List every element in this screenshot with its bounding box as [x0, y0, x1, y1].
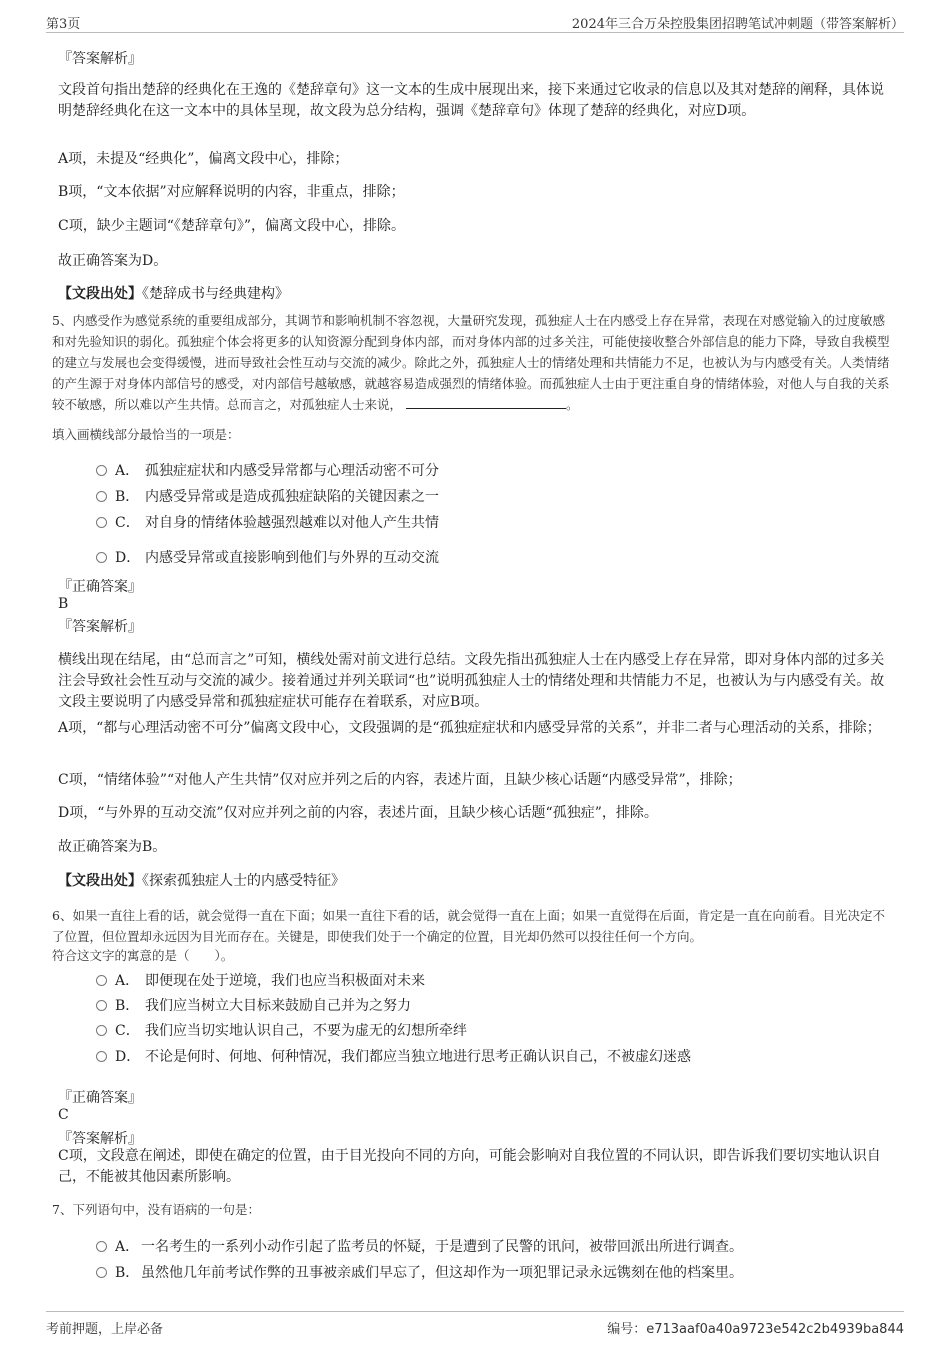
q4-analysis-b: B项，“文本依据”对应解释说明的内容，非重点，排除；: [58, 184, 405, 200]
q4-analysis: 文段首句指出楚辞的经典化在王逸的《楚辞章句》这一文本的生成中展现出来，接下来通过它收录的信息以及其对楚辞的阐释，具体说明楚辞经典化在这一文本中的具体呈现，故文段为总分结构，强调《楚辞章句》体现了楚辞的经典化，对应D项。: [58, 82, 884, 119]
radio-icon[interactable]: [96, 1000, 107, 1011]
q5-stem-text: 5、内感受作为感觉系统的重要组成部分，其调节和影响机制不容忽视，大量研究发现，孤独症人士在内感受上存在异常，表现在对感觉输入的过度敏感和对先验知识的弱化。孤独症个体会将更多的认知资源分配到身体内部，而对身体内部的过多关注，可能使接收整合外部信息的能力下降，导致自我模型的建立与发展也会变得缓慢，进而导致社会性互动与交流的减少。除此之外，孤独症人士的情绪处理和共情能力不足，也被认为与内感受有关。人类情绪的产生源于对身体内部信号的感受，对内部信号越敏感，就越容易造成强烈的情绪体验。而孤独症人士由于更注重自身的情绪体验，对他人与自我的关系较不敏感，所以难以产生共情。总而言之，对孤独症人士来说，: [52, 313, 890, 412]
fill-blank-line: [406, 396, 566, 409]
q6-option-d[interactable]: D． 不论是何时、何地、何种情况，我们都应当独立地进行思考正确认识自己，不被虚幻迷惑: [96, 1046, 691, 1066]
q5-analysis-d: D项，“与外界的互动交流”仅对应并列之前的内容，表述片面，且缺少核心话题“孤独症”，排除。: [58, 805, 658, 821]
source-title: 《楚辞成书与经典建构》: [142, 286, 289, 302]
q7-stem: 7、下列语句中，没有语病的一句是：: [52, 1202, 260, 1217]
q6-analysis: C项，文段意在阐述，即使在确定的位置，由于目光投向不同的方向，可能会影响对自我位置的不同认识，即告诉我们要切实地认识自己，不能被其他因素所影响。: [58, 1148, 881, 1185]
radio-icon[interactable]: [96, 552, 107, 563]
correct-answer-label: 『正确答案』: [58, 1090, 142, 1106]
document-title: 2024年三合万朵控股集团招聘笔试冲刺题（带答案解析）: [571, 17, 904, 32]
q6-stem: 6、如果一直往上看的话，就会觉得一直在下面；如果一直往下看的话，就会觉得一直在上面；如果一直觉得在后面，肯定是一直在向前看。目光决定不了位置，但位置却永远因为目光而存在。关键是，即使我们处于一个确定的位置，目光却仍然可以投往任何一个方向。: [52, 908, 885, 944]
page-footer: [46, 1311, 904, 1337]
page-header: [46, 10, 904, 33]
q5-option-a[interactable]: A． 孤独症症状和内感受异常都与心理活动密不可分: [96, 460, 439, 480]
q5-prompt: 填入画横线部分最恰当的一项是：: [52, 427, 240, 442]
q5-source: [58, 871, 886, 892]
q5-stem-end: 。: [566, 397, 579, 412]
radio-icon[interactable]: [96, 1025, 107, 1036]
q5-analysis: 横线出现在结尾，由“总而言之”可知，横线处需对前文进行总结。文段先指出孤独症人士在内感受上存在异常，即对身体内部的过多关注会导致社会性互动与交流的减少。接着通过并列关联词“也”说明孤独症人士的情绪处理和共情能力不足，也被认为与内感受有关。故文段主要说明了内感受异常和孤独症症状可能存在着联系，对应B项。: [58, 652, 885, 710]
radio-icon[interactable]: [96, 465, 107, 476]
q6-option-a[interactable]: A． 即便现在处于逆境，我们也应当积极面对未来: [96, 970, 425, 990]
q7-option-b[interactable]: B． 虽然他几年前考试作弊的丑事被亲戚们早忘了，但这却作为一项犯罪记录永远镌刻在他的档案里。: [96, 1262, 743, 1282]
q6-option-b[interactable]: B． 我们应当树立大目标来鼓励自己并为之努力: [96, 995, 411, 1015]
correct-answer: B: [58, 596, 69, 612]
q4-source: [58, 284, 886, 305]
analysis-label: 『答案解析』: [58, 619, 142, 635]
q5-analysis-a: A项，“都与心理活动密不可分”偏离文段中心，文段强调的是“孤独症症状和内感受异常的关系”，并非二者与心理活动的关系，排除；: [58, 720, 881, 736]
analysis-label: 『答案解析』: [58, 51, 142, 67]
radio-icon[interactable]: [96, 1267, 107, 1278]
analysis-label: 『答案解析』: [58, 1131, 142, 1147]
source-label: 【文段出处】: [58, 873, 142, 889]
radio-icon[interactable]: [96, 491, 107, 502]
source-title: 《探索孤独症人士的内感受特征》: [142, 873, 345, 889]
radio-icon[interactable]: [96, 1241, 107, 1252]
q5-option-b[interactable]: B． 内感受异常或是造成孤独症缺陷的关键因素之一: [96, 486, 439, 506]
correct-answer: C: [58, 1107, 69, 1123]
q5-stem: [52, 310, 897, 415]
document-code: 编号：e713aaf0a40a9723e542c2b4939ba844: [607, 1322, 904, 1337]
q4-analysis-c: C项，缺少主题词“《楚辞章句》”，偏离文段中心，排除。: [58, 218, 406, 234]
radio-icon[interactable]: [96, 1051, 107, 1062]
correct-answer-label: 『正确答案』: [58, 579, 142, 595]
q5-answer: 故正确答案为B。: [58, 839, 167, 855]
q6-option-c[interactable]: C． 我们应当切实地认识自己，不要为虚无的幻想所牵绊: [96, 1020, 467, 1040]
q5-option-c[interactable]: C． 对自身的情绪体验越强烈越难以对他人产生共情: [96, 512, 439, 532]
radio-icon[interactable]: [96, 517, 107, 528]
footer-slogan: 考前押题，上岸必备: [46, 1322, 164, 1337]
q5-option-d[interactable]: D． 内感受异常或直接影响到他们与外界的互动交流: [96, 547, 439, 567]
page-number: 第3页: [46, 17, 81, 32]
q5-analysis-c: C项，“情绪体验”“对他人产生共情”仅对应并列之后的内容，表述片面，且缺少核心话题“内感受异常”，排除；: [58, 772, 742, 788]
q4-analysis-a: A项，未提及“经典化”，偏离文段中心，排除；: [58, 151, 349, 167]
q6-prompt: 符合这文字的寓意的是（ ）。: [52, 948, 234, 963]
radio-icon[interactable]: [96, 975, 107, 986]
q7-option-a[interactable]: A． 一名考生的一系列小动作引起了监考员的怀疑，于是遭到了民警的讯问，被带回派出所进行调查。: [96, 1236, 743, 1256]
q4-answer: 故正确答案为D。: [58, 253, 168, 269]
source-label: 【文段出处】: [58, 286, 142, 302]
